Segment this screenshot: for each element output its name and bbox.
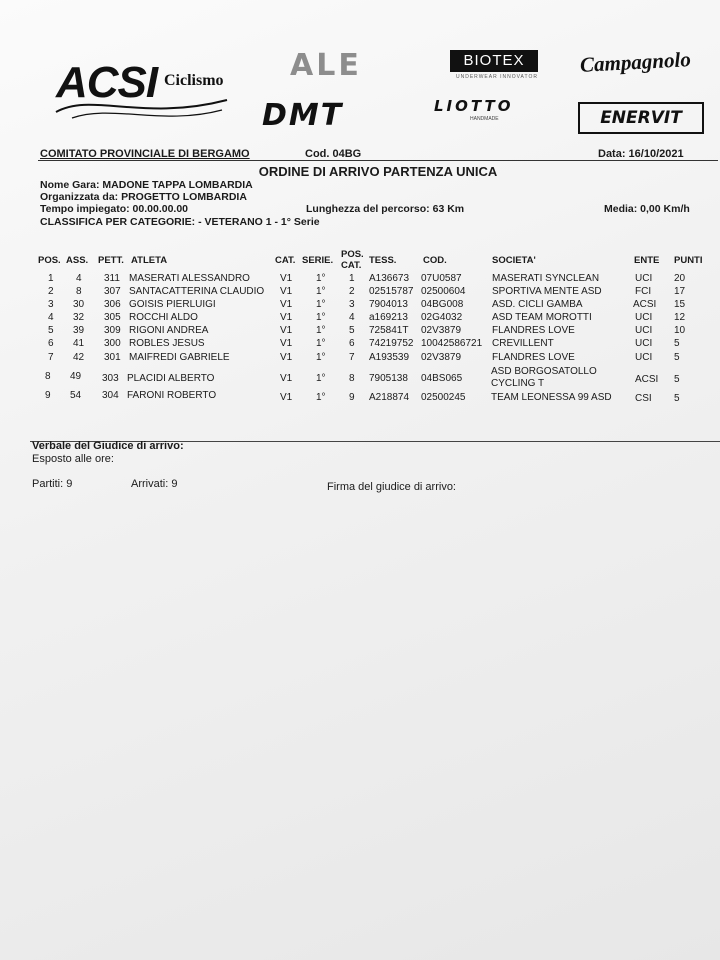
category-line: CLASSIFICA PER CATEGORIE: - VETERANO 1 - 1° Serie bbox=[40, 216, 320, 228]
cell-cat: V1 bbox=[280, 392, 293, 403]
cell-ente: UCI bbox=[635, 338, 653, 349]
col-header-punti: PUNTI bbox=[674, 255, 703, 266]
col-header-atleta: ATLETA bbox=[131, 255, 168, 266]
cell-tess: 725841T bbox=[369, 325, 409, 336]
cell-ass: 39 bbox=[73, 325, 85, 336]
race-average: Media: 0,00 Km/h bbox=[604, 203, 690, 215]
document-title: ORDINE DI ARRIVO PARTENZA UNICA bbox=[258, 164, 498, 179]
cell-cat: V1 bbox=[280, 373, 293, 384]
committee-code: Cod. 04BG bbox=[305, 148, 362, 160]
cell-punti: 5 bbox=[674, 338, 680, 349]
cell-atleta: MASERATI ALESSANDRO bbox=[129, 273, 250, 284]
cell-serie: 1° bbox=[316, 338, 326, 349]
cell-societa: FLANDRES LOVE bbox=[492, 325, 575, 336]
cell-cat: V1 bbox=[280, 352, 293, 363]
cell-serie: 1° bbox=[316, 325, 326, 336]
arrived-count: Arrivati: 9 bbox=[131, 478, 178, 490]
cell-atleta: MAIFREDI GABRIELE bbox=[129, 352, 230, 363]
cell-pett: 300 bbox=[104, 338, 121, 349]
enervit-logo: ENERVIT bbox=[578, 102, 704, 134]
cell-ass: 4 bbox=[76, 273, 82, 284]
cell-poscat: 3 bbox=[349, 299, 355, 310]
cell-ente: CSI bbox=[635, 393, 652, 404]
cell-ente: UCI bbox=[635, 325, 653, 336]
cell-serie: 1° bbox=[316, 273, 326, 284]
cell-cat: V1 bbox=[280, 338, 293, 349]
cell-serie: 1° bbox=[316, 352, 326, 363]
cell-serie: 1° bbox=[316, 373, 326, 384]
cell-poscat: 8 bbox=[349, 373, 355, 384]
cell-atleta: GOISIS PIERLUIGI bbox=[129, 299, 216, 310]
cell-pos: 6 bbox=[48, 338, 54, 349]
cell-ass: 41 bbox=[73, 338, 85, 349]
cell-pett: 303 bbox=[102, 373, 119, 384]
cell-pos: 1 bbox=[48, 273, 54, 284]
cell-punti: 12 bbox=[674, 312, 686, 323]
cell-pett: 311 bbox=[104, 273, 120, 284]
cell-poscat: 2 bbox=[349, 286, 355, 297]
cell-cod: 02500604 bbox=[421, 286, 466, 297]
cell-societa: SPORTIVA MENTE ASD bbox=[492, 286, 602, 297]
col-header-poscat: POS. CAT. bbox=[341, 249, 364, 271]
cell-serie: 1° bbox=[316, 312, 326, 323]
race-organizer: Organizzata da: PROGETTO LOMBARDIA bbox=[40, 191, 247, 203]
cell-atleta: RIGONI ANDREA bbox=[129, 325, 209, 336]
race-date: Data: 16/10/2021 bbox=[598, 148, 684, 160]
col-header-pos: POS. bbox=[38, 255, 61, 266]
cell-pos: 3 bbox=[48, 299, 54, 310]
cell-serie: 1° bbox=[316, 299, 326, 310]
cell-pett: 307 bbox=[104, 286, 121, 297]
col-header-serie: SERIE. bbox=[302, 255, 334, 266]
cell-pett: 309 bbox=[104, 325, 121, 336]
cell-pos: 9 bbox=[45, 390, 51, 401]
biotex-logo-subtext: UNDERWEAR INNOVATOR bbox=[456, 74, 538, 80]
cell-ass: 8 bbox=[76, 286, 82, 297]
cell-pett: 306 bbox=[104, 299, 121, 310]
race-length: Lunghezza del percorso: 63 Km bbox=[306, 203, 465, 215]
cell-ass: 54 bbox=[70, 390, 82, 401]
cell-atleta: PLACIDI ALBERTO bbox=[127, 373, 215, 384]
judge-signature-label: Firma del giudice di arrivo: bbox=[327, 481, 456, 493]
cell-poscat: 6 bbox=[349, 338, 355, 349]
header-divider bbox=[38, 160, 718, 161]
cell-poscat: 7 bbox=[349, 352, 355, 363]
cell-ass: 42 bbox=[73, 352, 85, 363]
cell-atleta: SANTACATTERINA CLAUDIO bbox=[129, 286, 265, 297]
cell-ente: ACSI bbox=[633, 299, 657, 310]
dmt-logo: DMT bbox=[262, 98, 344, 133]
cell-punti: 17 bbox=[674, 286, 686, 297]
cell-atleta: ROCCHI ALDO bbox=[129, 312, 198, 323]
cell-cod: 02V3879 bbox=[421, 352, 462, 363]
cell-cod: 10042586721 bbox=[421, 338, 483, 349]
cell-cod: 07U0587 bbox=[421, 273, 462, 284]
cell-pos: 5 bbox=[48, 325, 54, 336]
col-header-pett: PETT. bbox=[98, 255, 124, 266]
cell-cat: V1 bbox=[280, 325, 293, 336]
race-name: Nome Gara: MADONE TAPPA LOMBARDIA bbox=[40, 179, 253, 191]
cell-serie: 1° bbox=[316, 286, 326, 297]
cell-ente: ACSI bbox=[635, 374, 659, 385]
cell-poscat: 1 bbox=[349, 273, 355, 284]
cell-cod: 02V3879 bbox=[421, 325, 462, 336]
cell-tess: 7904013 bbox=[369, 299, 408, 310]
cell-ente: FCI bbox=[635, 286, 652, 297]
cell-punti: 5 bbox=[674, 374, 680, 385]
cell-tess: A193539 bbox=[369, 352, 410, 363]
judge-report-label: Verbale del Giudice di arrivo: bbox=[32, 440, 184, 452]
cell-tess: A218874 bbox=[369, 392, 410, 403]
cell-tess: 74219752 bbox=[369, 338, 414, 349]
cell-tess: A136673 bbox=[369, 273, 410, 284]
cell-societa: MASERATI SYNCLEAN bbox=[492, 273, 600, 284]
cell-societa: FLANDRES LOVE bbox=[492, 352, 575, 363]
liotto-logo-subtext: HANDMADE bbox=[470, 116, 499, 122]
col-header-tess: TESS. bbox=[369, 255, 397, 266]
col-header-ass: ASS. bbox=[66, 255, 89, 266]
cell-ass: 30 bbox=[73, 299, 85, 310]
cell-cod: 04BS065 bbox=[421, 373, 463, 384]
cell-pos: 7 bbox=[48, 352, 54, 363]
cell-poscat: 9 bbox=[349, 392, 355, 403]
col-header-cod: COD. bbox=[423, 255, 447, 266]
cell-pos: 8 bbox=[45, 371, 51, 382]
acsi-swoosh-icon bbox=[52, 82, 232, 122]
cell-pos: 4 bbox=[48, 312, 54, 323]
cell-societa: ASD TEAM MOROTTI bbox=[492, 312, 592, 323]
acsi-logo-subtext: Ciclismo bbox=[164, 72, 224, 89]
cell-punti: 15 bbox=[674, 299, 686, 310]
cell-ass: 32 bbox=[73, 312, 85, 323]
cell-ente: UCI bbox=[635, 352, 653, 363]
cell-cat: V1 bbox=[280, 299, 293, 310]
exposed-time-label: Esposto alle ore: bbox=[32, 453, 114, 465]
committee-name: COMITATO PROVINCIALE DI BERGAMO bbox=[40, 148, 250, 160]
cell-pett: 305 bbox=[104, 312, 121, 323]
cell-cat: V1 bbox=[280, 286, 293, 297]
race-time: Tempo impiegato: 00.00.00.00 bbox=[40, 203, 189, 215]
acsi-logo-text: ACSI bbox=[56, 58, 158, 107]
cell-poscat: 5 bbox=[349, 325, 355, 336]
cell-cod: 02G4032 bbox=[421, 312, 463, 323]
cell-cod: 04BG008 bbox=[421, 299, 464, 310]
cell-ente: UCI bbox=[635, 312, 653, 323]
campagnolo-logo: Campagnolo bbox=[579, 47, 692, 77]
cell-cat: V1 bbox=[280, 312, 293, 323]
cell-poscat: 4 bbox=[349, 312, 355, 323]
cell-atleta: ROBLES JESUS bbox=[129, 338, 205, 349]
cell-tess: 7905138 bbox=[369, 373, 408, 384]
cell-societa: CREVILLENT bbox=[492, 338, 554, 349]
col-header-societa: SOCIETA' bbox=[492, 255, 536, 266]
acsi-ciclismo-logo bbox=[52, 52, 232, 122]
cell-serie: 1° bbox=[316, 392, 326, 403]
cell-ass: 49 bbox=[70, 371, 82, 382]
ale-logo: ALE bbox=[290, 48, 362, 83]
cell-pett: 301 bbox=[104, 352, 121, 363]
cell-ente: UCI bbox=[635, 273, 653, 284]
cell-pos: 2 bbox=[48, 286, 54, 297]
cell-societa: TEAM LEONESSA 99 ASD bbox=[491, 392, 612, 403]
cell-atleta: FARONI ROBERTO bbox=[127, 390, 217, 401]
col-header-ente: ENTE bbox=[634, 255, 660, 266]
cell-cod: 02500245 bbox=[421, 392, 466, 403]
cell-punti: 5 bbox=[674, 393, 680, 404]
cell-punti: 5 bbox=[674, 352, 680, 363]
cell-punti: 20 bbox=[674, 273, 686, 284]
cell-cat: V1 bbox=[280, 273, 293, 284]
cell-punti: 10 bbox=[674, 325, 686, 336]
col-header-cat: CAT. bbox=[275, 255, 296, 266]
cell-tess: 02515787 bbox=[369, 286, 414, 297]
cell-tess: a169213 bbox=[369, 312, 408, 323]
cell-pett: 304 bbox=[102, 390, 119, 401]
biotex-logo: BIOTEX bbox=[450, 50, 538, 72]
cell-societa: ASD BORGOSATOLLO CYCLING T bbox=[491, 366, 597, 389]
started-count: Partiti: 9 bbox=[32, 478, 73, 490]
cell-societa: ASD. CICLI GAMBA bbox=[492, 299, 583, 310]
liotto-logo: LIOTTO bbox=[434, 97, 514, 115]
